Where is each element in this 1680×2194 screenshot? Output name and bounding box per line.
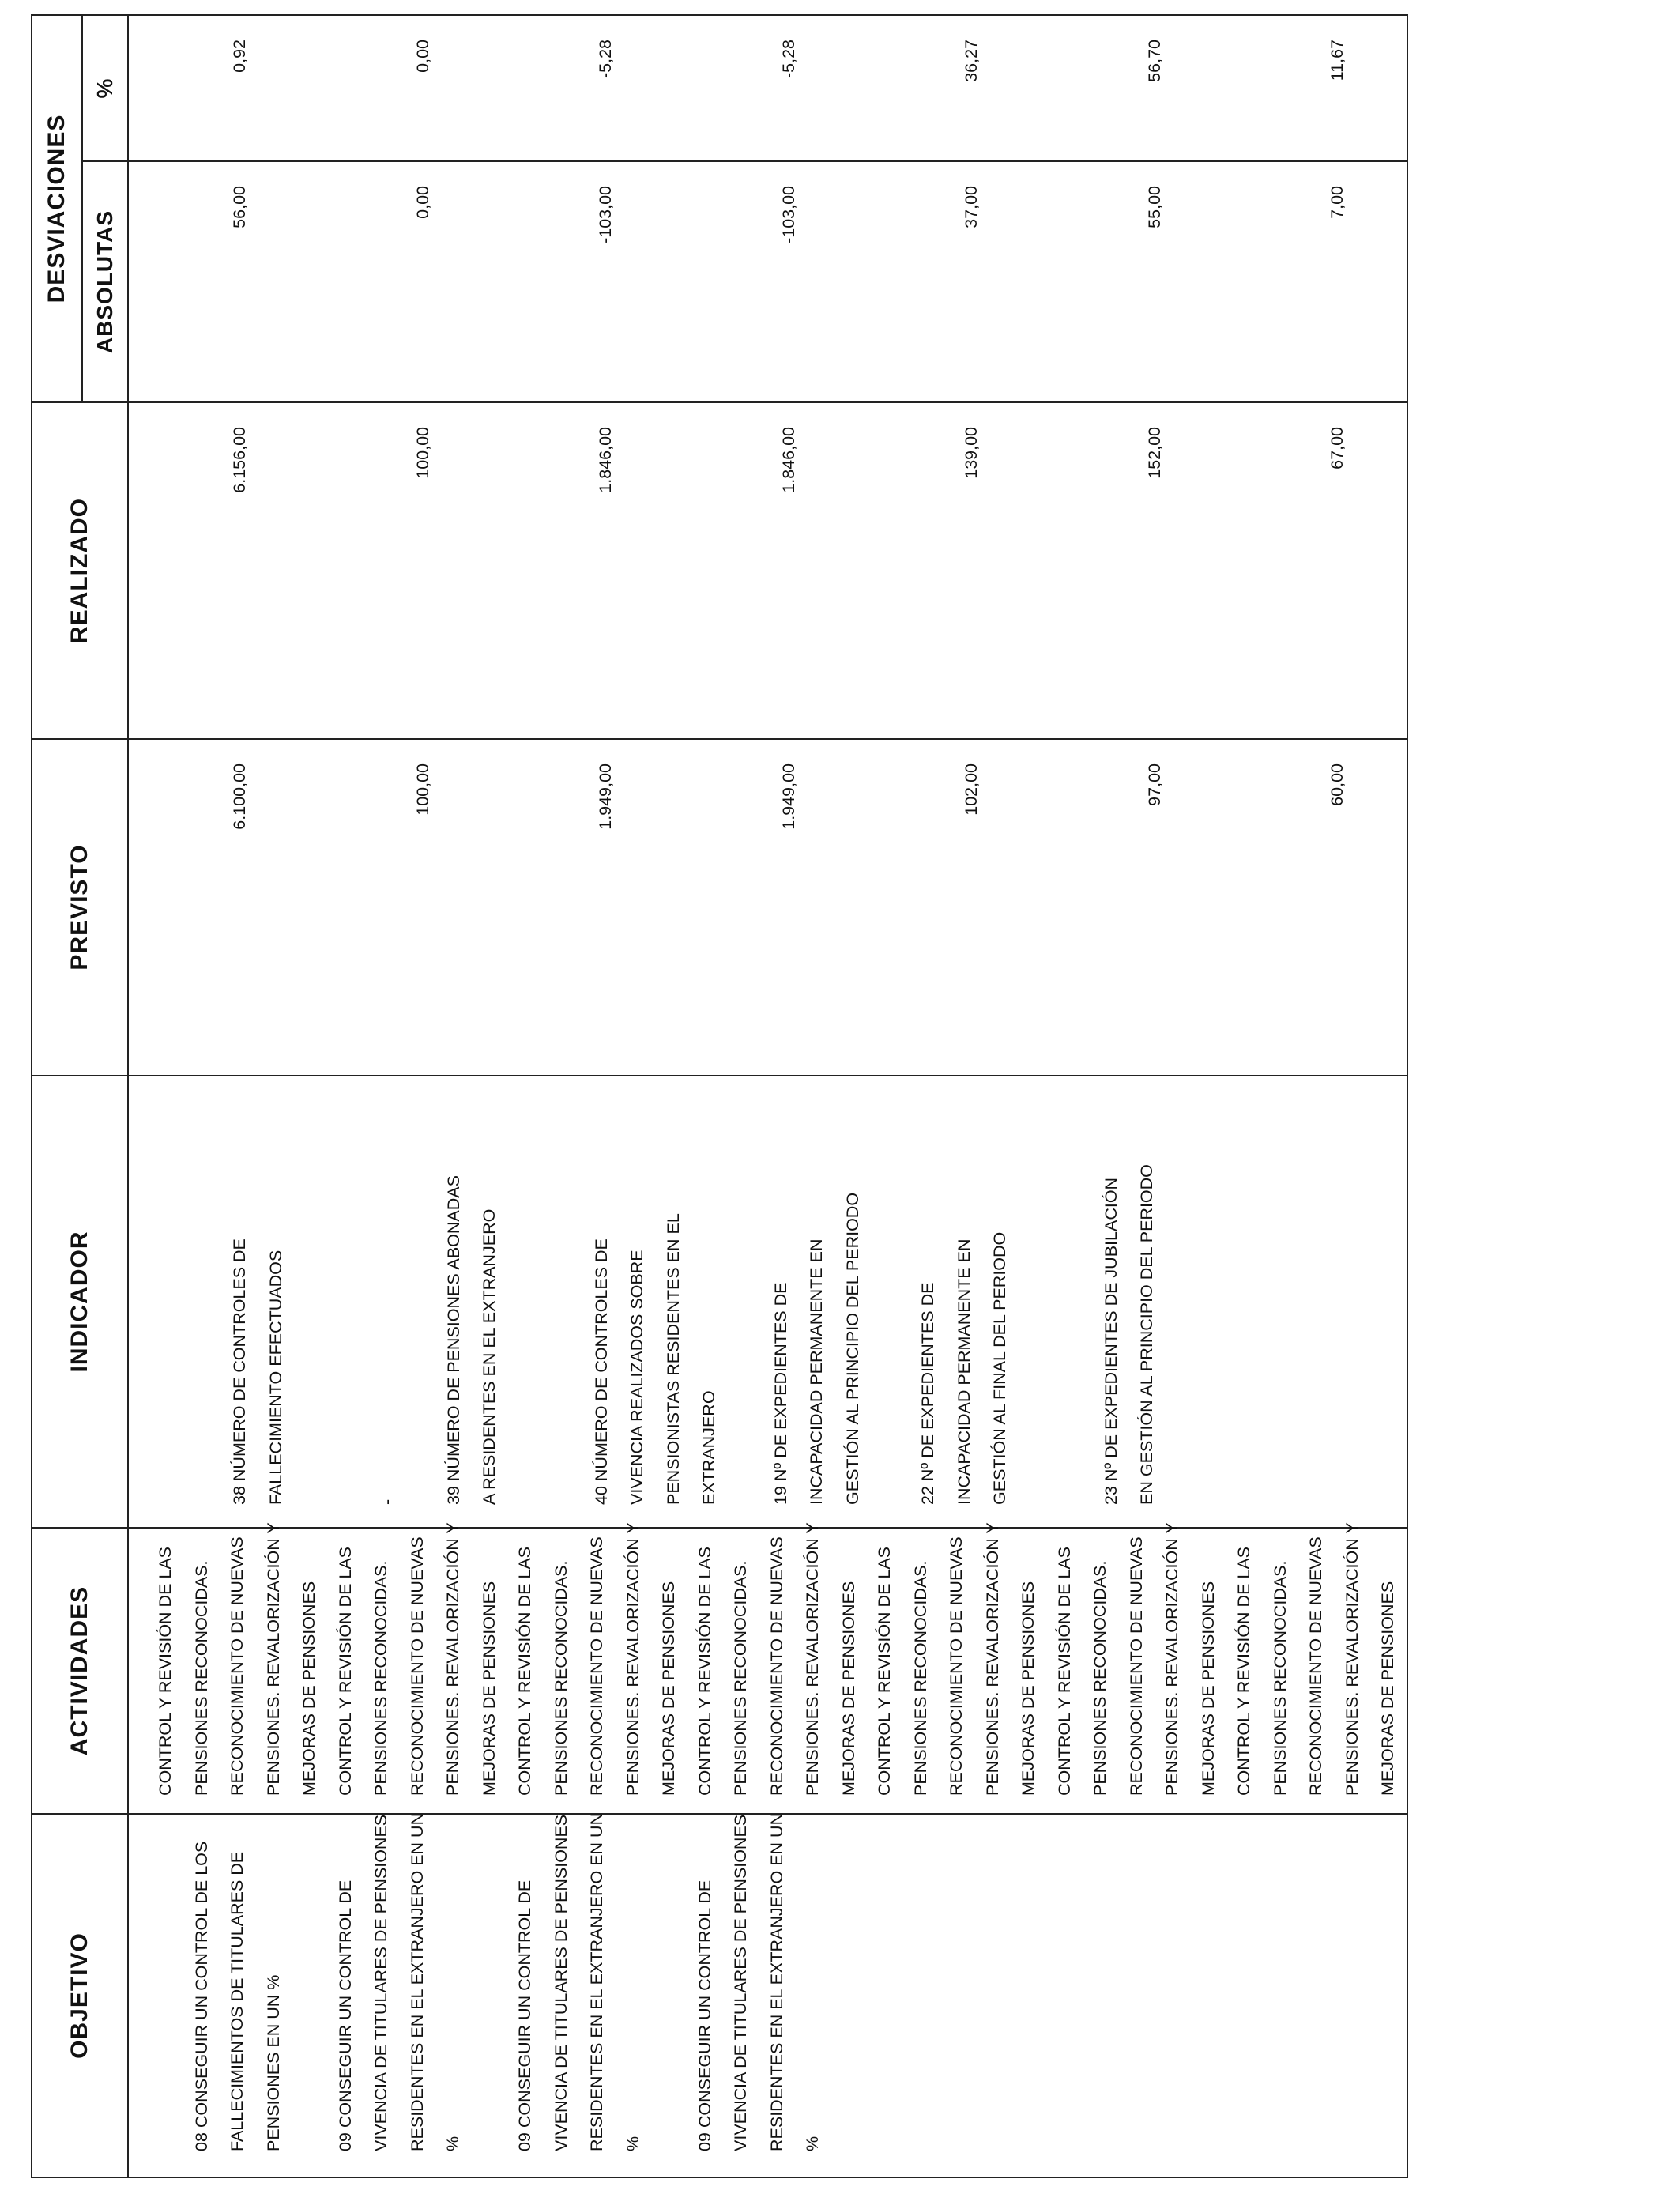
actividad-line: PENSIONES. REVALORIZACIÓN Y — [1342, 1522, 1362, 1796]
realizado-value: 139,00 — [962, 427, 981, 479]
actividad-line: PENSIONES RECONOCIDAS. — [1090, 1560, 1109, 1796]
previsto-value: 102,00 — [962, 763, 981, 816]
header-actividades: ACTIVIDADES — [32, 1528, 128, 1814]
indicador-line: 38 NÚMERO DE CONTROLES DE — [230, 1238, 249, 1505]
objetivo-line: RESIDENTES EN EL EXTRANJERO EN UN — [767, 1812, 786, 2151]
previsto-cell — [128, 739, 1407, 1076]
objetivo-line: VIVENCIA DE TITULARES DE PENSIONES — [551, 1814, 571, 2151]
indicador-line: 39 NÚMERO DE PENSIONES ABONADAS — [443, 1175, 463, 1505]
header-porcentaje: % — [82, 15, 128, 161]
rotated-page — [31, 16, 1396, 2178]
header-objetivo: OBJETIVO — [32, 1814, 128, 2177]
objetivo-line: RESIDENTES EN EL EXTRANJERO EN UN — [587, 1812, 606, 2151]
indicador-cell — [128, 1076, 1407, 1528]
actividad-line: MEJORAS DE PENSIONES — [1019, 1581, 1038, 1796]
porcentaje-value: -5,28 — [778, 40, 798, 79]
objetivo-line: % — [803, 2136, 822, 2151]
absolutas-cell — [128, 161, 1407, 402]
indicador-line: EXTRANJERO — [699, 1390, 718, 1505]
actividad-line: PENSIONES RECONOCIDAS. — [191, 1560, 211, 1796]
previsto-value: 97,00 — [1144, 763, 1164, 806]
actividad-line: MEJORAS DE PENSIONES — [659, 1581, 678, 1796]
actividad-block — [328, 1522, 508, 1796]
actividad-line: RECONOCIMIENTO DE NUEVAS — [587, 1536, 606, 1796]
indicador-line: 19 Nº DE EXPEDIENTES DE — [770, 1282, 790, 1505]
porcentaje-cell — [128, 15, 1407, 161]
actividad-block — [507, 1522, 687, 1796]
header-absolutas: ABSOLUTAS — [82, 161, 128, 402]
actividad-line: PENSIONES. REVALORIZACIÓN Y — [263, 1522, 283, 1796]
indicador-line: 22 Nº DE EXPEDIENTES DE — [918, 1282, 937, 1505]
indicador-line: A RESIDENTES EN EL EXTRANJERO — [480, 1208, 499, 1505]
header-realizado: REALIZADO — [32, 402, 128, 739]
indicador-line: PENSIONISTAS RESIDENTES EN EL — [663, 1213, 683, 1505]
actividad-line: PENSIONES RECONOCIDAS. — [371, 1560, 390, 1796]
actividad-line: CONTROL Y REVISIÓN DE LAS — [1054, 1546, 1074, 1796]
actividad-line: CONTROL Y REVISIÓN DE LAS — [1234, 1546, 1253, 1796]
indicators-table — [31, 14, 1408, 2178]
previsto-value: 6.100,00 — [230, 763, 249, 830]
objetivo-line: RESIDENTES EN EL EXTRANJERO EN UN — [407, 1812, 427, 2151]
absolutas-value: -103,00 — [596, 186, 615, 243]
actividad-line: PENSIONES. REVALORIZACIÓN Y — [623, 1522, 642, 1796]
absolutas-value: 37,00 — [962, 186, 981, 228]
actividad-line: PENSIONES. REVALORIZACIÓN Y — [443, 1522, 462, 1796]
actividad-line: MEJORAS DE PENSIONES — [1378, 1581, 1397, 1796]
porcentaje-value: 36,27 — [962, 40, 981, 82]
objetivo-line: 09 CONSEGUIR UN CONTROL DE — [695, 1879, 714, 2151]
actividad-line: RECONOCIMIENTO DE NUEVAS — [767, 1536, 786, 1796]
actividad-line: PENSIONES RECONOCIDAS. — [731, 1560, 750, 1796]
actividad-line: RECONOCIMIENTO DE NUEVAS — [407, 1536, 427, 1796]
actividad-block — [148, 1522, 328, 1796]
realizado-value: 67,00 — [1328, 427, 1347, 469]
porcentaje-value: 0,92 — [230, 40, 249, 73]
actividad-line: PENSIONES. REVALORIZACIÓN Y — [803, 1522, 822, 1796]
realizado-cell — [128, 402, 1407, 739]
actividad-line: MEJORAS DE PENSIONES — [838, 1581, 858, 1796]
actividad-line: CONTROL Y REVISIÓN DE LAS — [695, 1546, 714, 1796]
objetivo-line: FALLECIMIENTOS DE TITULARES DE — [228, 1851, 247, 2151]
absolutas-value: -103,00 — [778, 186, 798, 243]
actividad-line: PENSIONES RECONOCIDAS. — [1270, 1560, 1290, 1796]
header-indicador: INDICADOR — [32, 1076, 128, 1528]
actividad-line: RECONOCIMIENTO DE NUEVAS — [228, 1536, 247, 1796]
objetivo-line: % — [623, 2136, 642, 2151]
realizado-value: 1.846,00 — [596, 427, 615, 493]
previsto-value: 60,00 — [1328, 763, 1347, 806]
previsto-value: 100,00 — [412, 763, 432, 816]
objetivo-line: VIVENCIA DE TITULARES DE PENSIONES — [371, 1814, 390, 2151]
header-desviaciones: DESVIACIONES — [32, 15, 82, 402]
indicador-line: GESTIÓN AL FINAL DEL PERIODO — [990, 1231, 1009, 1505]
realizado-value: 152,00 — [1144, 427, 1164, 479]
absolutas-value: 0,00 — [412, 186, 432, 219]
previsto-value: 1.949,00 — [596, 763, 615, 830]
actividad-line: RECONOCIMIENTO DE NUEVAS — [1306, 1536, 1325, 1796]
objetivo-line: PENSIONES EN UN % — [263, 1974, 283, 2151]
actividad-line: CONTROL Y REVISIÓN DE LAS — [515, 1546, 534, 1796]
objetivo-line: VIVENCIA DE TITULARES DE PENSIONES — [731, 1814, 750, 2151]
absolutas-value: 56,00 — [230, 186, 249, 228]
actividad-block — [1047, 1522, 1227, 1796]
objetivo-line: 09 CONSEGUIR UN CONTROL DE — [515, 1879, 534, 2151]
actividad-line: RECONOCIMIENTO DE NUEVAS — [1126, 1536, 1146, 1796]
actividad-line: MEJORAS DE PENSIONES — [479, 1581, 499, 1796]
absolutas-value: 55,00 — [1144, 186, 1164, 228]
objetivo-cell — [128, 1814, 1407, 2177]
actividad-block — [1226, 1522, 1407, 1796]
actividad-line: CONTROL Y REVISIÓN DE LAS — [156, 1546, 175, 1796]
actividad-line: PENSIONES RECONOCIDAS. — [551, 1560, 571, 1796]
objetivo-line: % — [443, 2136, 462, 2151]
actividad-line: MEJORAS DE PENSIONES — [299, 1581, 318, 1796]
actividad-line: PENSIONES. REVALORIZACIÓN Y — [982, 1522, 1002, 1796]
porcentaje-value: 0,00 — [412, 40, 432, 73]
header-previsto: PREVISTO — [32, 739, 128, 1076]
indicador-line: EN GESTIÓN AL PRINCIPIO DEL PERIODO — [1137, 1164, 1156, 1505]
absolutas-value: 7,00 — [1328, 186, 1347, 219]
actividad-block — [867, 1522, 1047, 1796]
actividad-line: RECONOCIMIENTO DE NUEVAS — [947, 1536, 966, 1796]
realizado-value: 1.846,00 — [778, 427, 798, 493]
indicador-line: FALLECIMIENTO EFECTUADOS — [266, 1250, 285, 1505]
objetivo-line: 08 CONSEGUIR UN CONTROL DE LOS — [191, 1841, 211, 2151]
indicador-line: 23 Nº DE EXPEDIENTES DE JUBILACIÓN — [1101, 1177, 1121, 1505]
indicador-line: VIVENCIA REALIZADOS SOBRE — [627, 1250, 646, 1505]
porcentaje-value: -5,28 — [596, 40, 615, 79]
actividad-line: PENSIONES RECONOCIDAS. — [910, 1560, 930, 1796]
actividad-line: CONTROL Y REVISIÓN DE LAS — [335, 1546, 355, 1796]
actividad-block — [687, 1522, 868, 1796]
realizado-value: 6.156,00 — [230, 427, 249, 493]
objetivo-line: 09 CONSEGUIR UN CONTROL DE — [335, 1879, 355, 2151]
realizado-value: 100,00 — [412, 427, 432, 479]
porcentaje-value: 56,70 — [1144, 40, 1164, 82]
porcentaje-value: 11,67 — [1328, 40, 1347, 81]
actividad-line: PENSIONES. REVALORIZACIÓN Y — [1162, 1522, 1181, 1796]
indicador-line: GESTIÓN AL PRINCIPIO DEL PERIODO — [842, 1192, 862, 1505]
indicador-line: INCAPACIDAD PERMANENTE EN — [807, 1238, 826, 1505]
actividad-line: MEJORAS DE PENSIONES — [1198, 1581, 1218, 1796]
indicador-line: - — [378, 1498, 397, 1505]
previsto-value: 1.949,00 — [778, 763, 798, 830]
indicador-line: 40 NÚMERO DE CONTROLES DE — [591, 1238, 611, 1505]
table-row — [128, 15, 1407, 2177]
actividades-cell — [128, 1522, 1407, 1814]
actividad-line: CONTROL Y REVISIÓN DE LAS — [875, 1546, 894, 1796]
indicador-line: INCAPACIDAD PERMANENTE EN — [954, 1238, 974, 1505]
